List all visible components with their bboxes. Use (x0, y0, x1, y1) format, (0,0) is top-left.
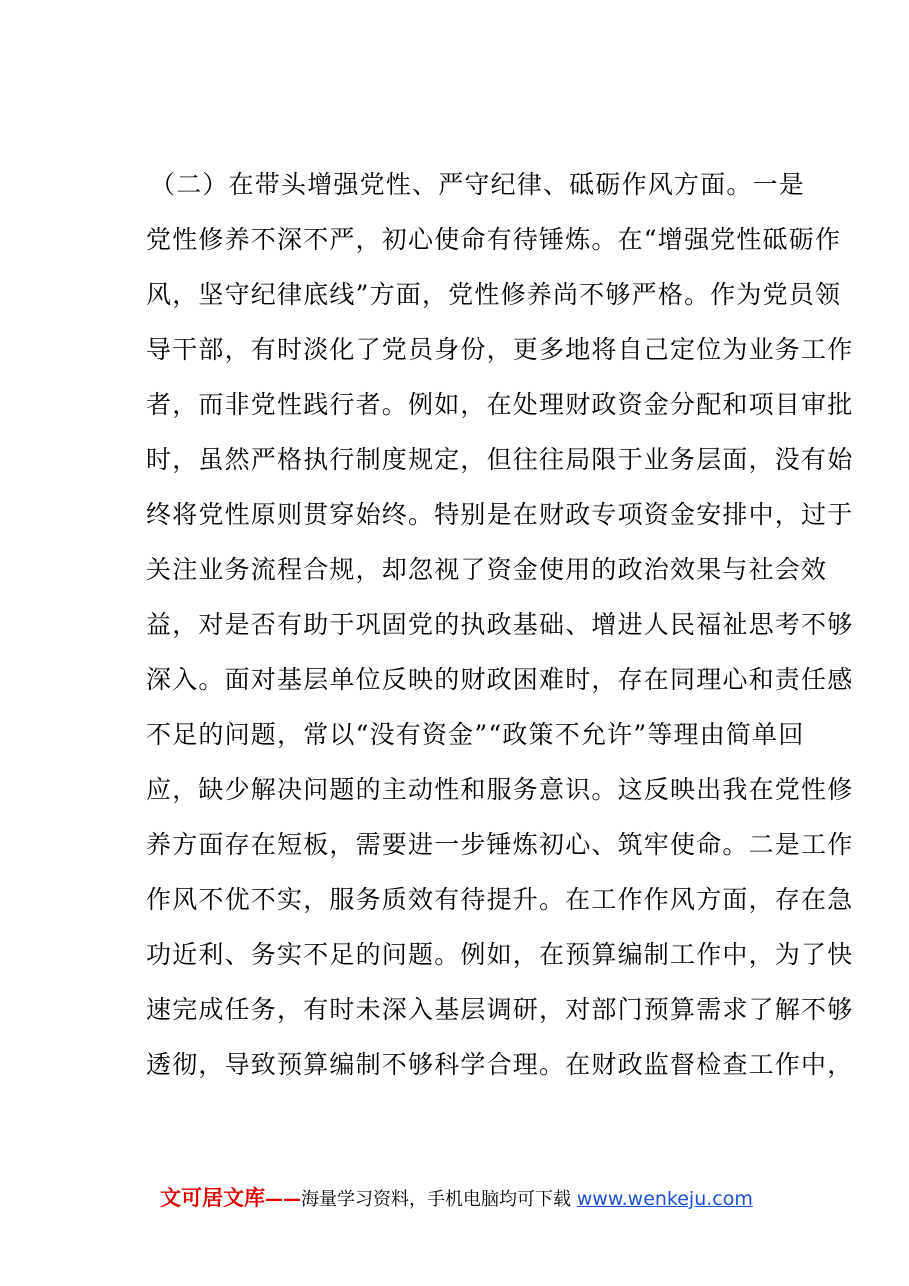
footer-tagline: 海量学习资料，手机电脑均可下载 (301, 1189, 571, 1210)
paragraph-line: 终将党性原则贯穿始终。特别是在财政专项资金安排中，过于 (146, 500, 854, 529)
paragraph-line: 导干部，有时淡化了党员身份，更多地将自己定位为业务工作 (146, 335, 854, 364)
paragraph-line: 养方面存在短板，需要进一步锤炼初心、筑牢使命。二是工作 (146, 830, 854, 859)
paragraph-line: 风，坚守纪律底线”方面，党性修养尚不够严格。作为党员领 (146, 280, 842, 309)
footer-banner (160, 1184, 780, 1212)
paragraph-line: 不足的问题，常以“没有资金”“政策不允许”等理由简单回 (146, 720, 805, 749)
paragraph-line: 速完成任务，有时未深入基层调研，对部门预算需求了解不够 (146, 995, 854, 1024)
paragraph-line: 深入。面对基层单位反映的财政困难时，存在同理心和责任感 (146, 665, 854, 694)
footer-separator: —— (265, 1189, 301, 1210)
footer-website-link[interactable]: www.wenkeju.com (576, 1188, 753, 1210)
paragraph-line: 者，而非党性践行者。例如，在处理财政资金分配和项目审批 (146, 390, 854, 419)
paragraph-line: 益，对是否有助于巩固党的执政基础、增进人民福祉思考不够 (146, 610, 854, 639)
paragraph-line: 功近利、务实不足的问题。例如，在预算编制工作中，为了快 (146, 940, 854, 969)
paragraph-line: 党性修养不深不严，初心使命有待锤炼。在“增强党性砥砺作 (146, 225, 842, 254)
paragraph-line: （二）在带头增强党性、严守纪律、砥砺作风方面。一是 (150, 170, 806, 199)
paragraph-line: 作风不优不实，服务质效有待提升。在工作作风方面，存在急 (146, 885, 854, 914)
paragraph-line: 透彻，导致预算编制不够科学合理。在财政监督检查工作中， (146, 1050, 854, 1079)
paragraph-line: 应，缺少解决问题的主动性和服务意识。这反映出我在党性修 (146, 775, 854, 804)
paragraph-line: 时，虽然严格执行制度规定，但往往局限于业务层面，没有始 (146, 445, 854, 474)
footer-brand: 文可居文库 (160, 1186, 265, 1210)
paragraph-line: 关注业务流程合规，却忽视了资金使用的政治效果与社会效 (146, 555, 828, 584)
